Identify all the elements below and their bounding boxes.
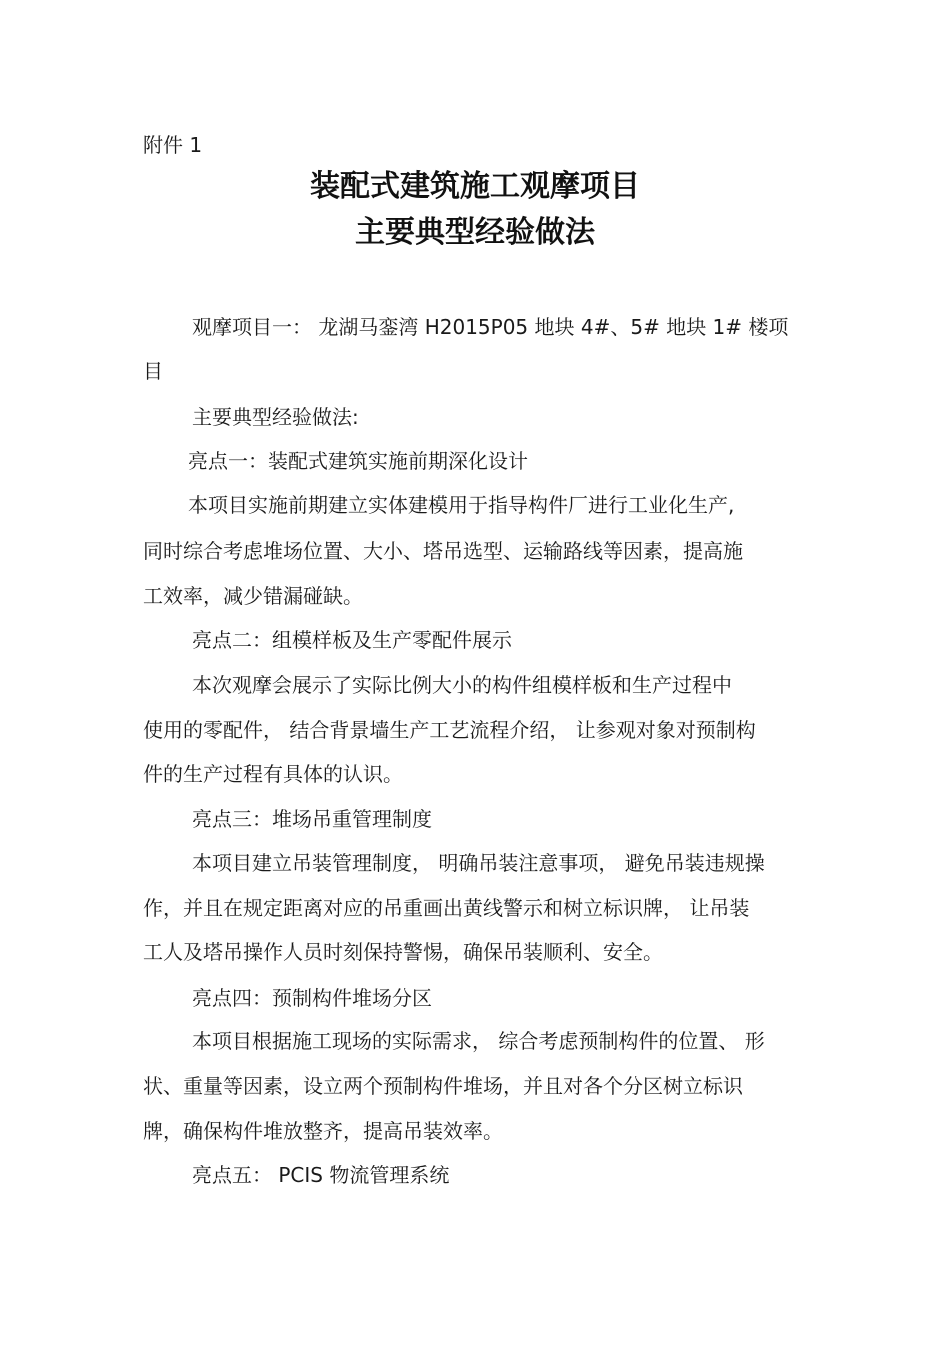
document-title-line-2: 主要典型经验做法 — [355, 215, 595, 250]
highlight-2-line-1: 本次观摩会展示了实际比例大小的构件组模样板和生产过程中 — [192, 673, 732, 697]
highlight-1-line-2: 同时综合考虑堆场位置、大小、塔吊选型、运输路线等因素，提高施 — [143, 539, 743, 563]
highlight-1-line-3: 工效率，减少错漏碰缺。 — [143, 584, 363, 608]
highlight-4-heading: 亮点四：预制构件堆场分区 — [192, 986, 432, 1010]
document-title-line-1: 装配式建筑施工观摩项目 — [310, 169, 640, 204]
project-line-2: 目 — [143, 359, 163, 383]
project-line-1: 观摩项目一： 龙湖马銮湾 H2015P05 地块 4#、5# 地块 1# 楼项 — [192, 315, 789, 339]
highlight-3-line-1: 本项目建立吊装管理制度， 明确吊装注意事项， 避免吊装违规操 — [192, 851, 765, 875]
highlight-2-heading: 亮点二：组模样板及生产零配件展示 — [192, 628, 512, 652]
highlight-1-line-1: 本项目实施前期建立实体建模用于指导构件厂进行工业化生产, — [188, 493, 735, 517]
attachment-label: 附件 1 — [143, 133, 203, 157]
highlight-4-line-3: 牌，确保构件堆放整齐，提高吊装效率。 — [143, 1119, 503, 1143]
highlight-1-heading: 亮点一：装配式建筑实施前期深化设计 — [188, 449, 528, 473]
highlight-5-heading: 亮点五： PCIS 物流管理系统 — [192, 1163, 450, 1187]
highlight-4-line-2: 状、重量等因素，设立两个预制构件堆场，并且对各个分区树立标识 — [143, 1074, 743, 1098]
highlight-2-line-2: 使用的零配件， 结合背景墙生产工艺流程介绍， 让参观对象对预制构 — [143, 718, 756, 742]
highlight-4-line-1: 本项目根据施工现场的实际需求， 综合考虑预制构件的位置、 形 — [192, 1029, 765, 1053]
highlight-3-line-2: 作，并且在规定距离对应的吊重画出黄线警示和树立标识牌， 让吊装 — [143, 896, 750, 920]
highlight-3-line-3: 工人及塔吊操作人员时刻保持警惕，确保吊装顺利、安全。 — [143, 940, 663, 964]
section-heading: 主要典型经验做法: — [192, 405, 359, 429]
highlight-2-line-3: 件的生产过程有具体的认识。 — [143, 762, 403, 786]
highlight-3-heading: 亮点三：堆场吊重管理制度 — [192, 807, 432, 831]
